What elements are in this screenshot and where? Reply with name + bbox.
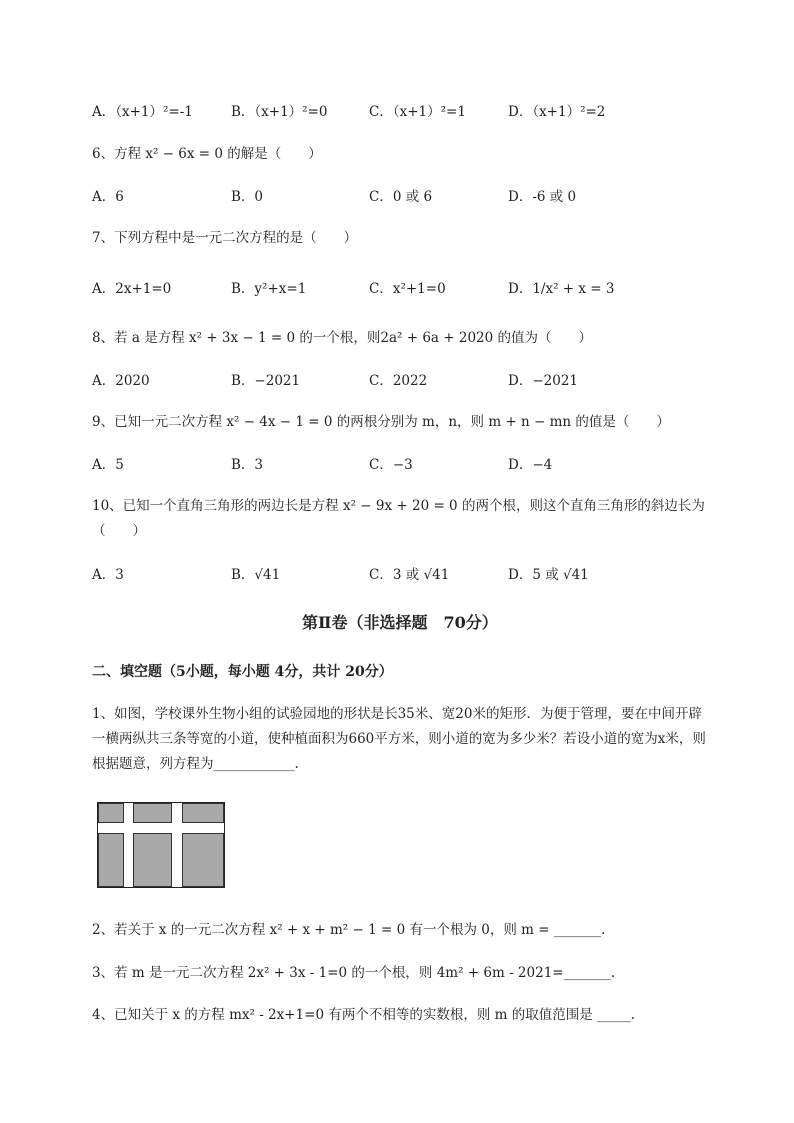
fill-question-4: 4、已知关于 x 的方程 mx² - 2x+1=0 有两个不相等的实数根，则 m 的取值范围是 _____. <box>92 1007 636 1023</box>
q6-option-c: C．0 或 6 <box>369 189 433 205</box>
q7-option-c: C．x²+1=0 <box>369 281 446 297</box>
q10-option-b: B．√41 <box>231 567 281 583</box>
q5-option-b: B．（x+1）²=0 <box>231 104 328 120</box>
q10-option-d: D．5 或 √41 <box>508 567 589 583</box>
q10-stem-blank: （ ） <box>92 523 146 539</box>
q8-stem: 8、若 a 是方程 x² + 3x − 1 = 0 的一个根，则2a² + 6a + 2020 的值为（ ） <box>92 330 593 346</box>
q5-option-c: C．（x+1）²=1 <box>369 104 466 120</box>
q6-option-d: D．-6 或 0 <box>508 189 577 205</box>
q10-option-c: C．3 或 √41 <box>369 567 450 583</box>
plot-top-right <box>182 803 224 823</box>
q6-option-a: A．6 <box>92 189 124 205</box>
section-title: 第Ⅱ卷（非选择题 70分） <box>302 613 498 632</box>
q10-option-a: A．3 <box>92 567 124 583</box>
q7-stem: 7、下列方程中是一元二次方程的是（ ） <box>92 230 358 246</box>
plot-top-middle <box>133 803 172 823</box>
plot-bottom-middle <box>133 833 172 887</box>
q6-stem: 6、方程 x² − 6x = 0 的解是（ ） <box>92 146 322 162</box>
q9-option-c: C．−3 <box>369 457 413 473</box>
plot-bottom-right <box>182 833 224 887</box>
q5-option-d: D．（x+1）²=2 <box>508 104 606 120</box>
q9-option-a: A．5 <box>92 457 124 473</box>
plot-top-left <box>98 803 124 823</box>
q9-option-b: B．3 <box>231 457 264 473</box>
q8-option-a: A．2020 <box>92 373 150 389</box>
garden-figure <box>97 802 225 888</box>
q7-option-b: B．y²+x=1 <box>231 281 307 297</box>
q8-option-d: D．−2021 <box>508 373 578 389</box>
q6-option-b: B．0 <box>231 189 264 205</box>
fill-question-1: 1、如图，学校课外生物小组的试验园地的形状是长35米、宽20米的矩形．为便于管理，要在中间开辟一横两纵共三条等宽的小道，使种植面积为660平方米，则小道的宽为多少米？若设小道的宽为x米，则根据题意，列方程为____________. <box>92 706 706 772</box>
fill-blank-heading: 二、填空题（5小题，每小题 4分，共计 20分） <box>92 664 393 680</box>
q7-option-a: A．2x+1=0 <box>92 281 172 297</box>
q10-stem: 10、已知一个直角三角形的两边长是方程 x² − 9x + 20 = 0 的两个根，则这个直角三角形的斜边长为 <box>92 498 705 514</box>
q7-option-d: D．1/x² + x = 3 <box>508 281 615 297</box>
q9-option-d: D．−4 <box>508 457 553 473</box>
fill-question-2: 2、若关于 x 的一元二次方程 x² + x + m² − 1 = 0 有一个根为 0，则 m = _______. <box>92 922 606 938</box>
q8-option-c: C．2022 <box>369 373 428 389</box>
q9-stem: 9、已知一元二次方程 x² − 4x − 1 = 0 的两根分别为 m，n，则 m + n − mn 的值是（ ） <box>92 414 670 430</box>
q5-option-a: A．（x+1）²=-1 <box>92 104 193 120</box>
q8-option-b: B．−2021 <box>231 373 301 389</box>
fill-question-3: 3、若 m 是一元二次方程 2x² + 3x - 1=0 的一个根，则 4m² + 6m - 2021=_______. <box>92 965 616 981</box>
plot-bottom-left <box>98 833 124 887</box>
